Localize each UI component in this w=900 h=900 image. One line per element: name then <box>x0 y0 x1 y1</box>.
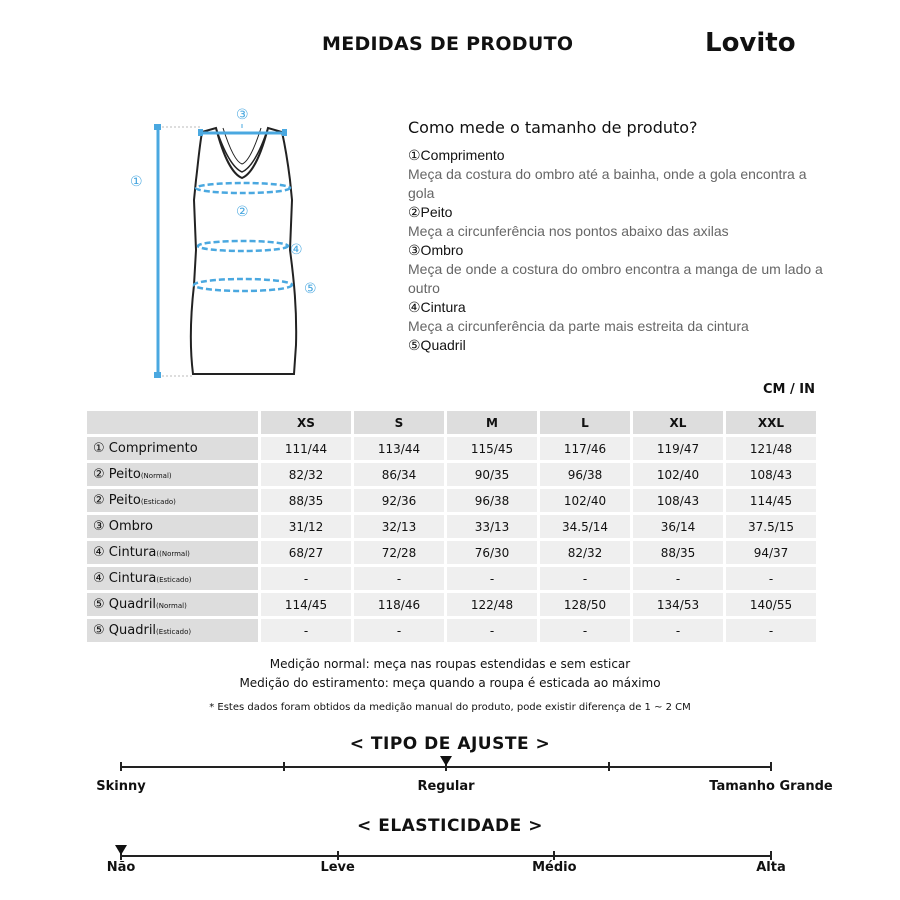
table-cell: 134/53 <box>633 593 723 616</box>
row-label-text: ⑤ Quadril <box>93 597 157 612</box>
scale-tick <box>770 851 772 860</box>
table-cell: 117/46 <box>540 437 630 460</box>
row-label-text: ④ Cintura <box>93 571 157 586</box>
how-to-item-chest <box>408 203 828 241</box>
table-cell: 115/45 <box>447 437 537 460</box>
table-row <box>87 437 816 460</box>
table-cell: 88/35 <box>261 489 351 512</box>
table-cell: - <box>726 619 816 642</box>
row-label-text: ② Peito <box>93 467 141 482</box>
how-to-name: ①Comprimento <box>408 147 505 163</box>
size-header: S <box>354 411 444 434</box>
selected-marker <box>440 756 452 766</box>
size-header: XXL <box>726 411 816 434</box>
table-cell: - <box>447 619 537 642</box>
table-cell: 31/12 <box>261 515 351 538</box>
size-header: XL <box>633 411 723 434</box>
table-row <box>87 489 816 512</box>
measurement-notes <box>0 655 900 717</box>
table-cell: 76/30 <box>447 541 537 564</box>
table-cell: - <box>633 619 723 642</box>
note-normal: Medição normal: meça nas roupas estendidas e sem esticar <box>269 657 631 671</box>
table-cell: 82/32 <box>540 541 630 564</box>
table-cell: - <box>633 567 723 590</box>
scale-label: Leve <box>320 860 355 875</box>
row-label <box>87 567 258 590</box>
how-to-desc: Meça a circunferência da parte mais estreita da cintura <box>408 318 749 334</box>
table-row <box>87 593 816 616</box>
dress-diagram <box>120 100 340 390</box>
marker-shoulder: ③ <box>236 107 249 123</box>
table-cell: 32/13 <box>354 515 444 538</box>
row-label <box>87 437 258 460</box>
table-cell: 90/35 <box>447 463 537 486</box>
table-cell: 102/40 <box>540 489 630 512</box>
page-title: MEDIDAS DE PRODUTO <box>322 33 574 55</box>
table-cell: - <box>726 567 816 590</box>
size-header: M <box>447 411 537 434</box>
row-label-sub: ((Normal) <box>156 550 190 558</box>
table-cell: 108/43 <box>726 463 816 486</box>
table-cell: 114/45 <box>726 489 816 512</box>
scale-tick <box>337 851 339 860</box>
how-to-name: ②Peito <box>408 204 453 220</box>
table-cell: 113/44 <box>354 437 444 460</box>
table-cell: 114/45 <box>261 593 351 616</box>
table-cell: 119/47 <box>633 437 723 460</box>
table-cell: - <box>354 619 444 642</box>
row-label-text: ② Peito <box>93 493 141 508</box>
scale-tick <box>608 762 610 771</box>
scale-tick <box>553 851 555 860</box>
size-table <box>84 408 819 645</box>
table-cell: 122/48 <box>447 593 537 616</box>
table-cell: 121/48 <box>726 437 816 460</box>
scale-label: Regular <box>417 779 475 794</box>
row-label-sub: (Esticado) <box>156 628 192 636</box>
elasticity-title: < ELASTICIDADE > <box>357 816 543 836</box>
selected-marker <box>115 845 127 855</box>
scale-label: Não <box>106 860 136 875</box>
row-label-text: ③ Ombro <box>93 519 153 534</box>
how-to-item-shoulder <box>408 241 828 298</box>
dress-illustration <box>120 100 340 390</box>
scale-tick <box>120 762 122 771</box>
table-row <box>87 541 816 564</box>
how-to-item-length <box>408 146 828 203</box>
table-cell: 96/38 <box>447 489 537 512</box>
row-label-text: ④ Cintura <box>93 545 157 560</box>
table-cell: - <box>261 567 351 590</box>
row-label <box>87 541 258 564</box>
row-label-text: ① Comprimento <box>93 441 198 456</box>
table-cell: 88/35 <box>633 541 723 564</box>
how-to-item-hip <box>408 336 828 355</box>
table-cell: - <box>540 567 630 590</box>
units-label: CM / IN <box>763 382 815 397</box>
table-cell: - <box>447 567 537 590</box>
table-cell: 68/27 <box>261 541 351 564</box>
table-cell: 37.5/15 <box>726 515 816 538</box>
table-cell: 92/36 <box>354 489 444 512</box>
table-cell: - <box>261 619 351 642</box>
scale-label: Alta <box>756 860 786 875</box>
table-cell: 86/34 <box>354 463 444 486</box>
brand-logo: Lovito <box>705 28 796 58</box>
row-label-sub: (Normal) <box>140 472 172 480</box>
table-cell: 33/13 <box>447 515 537 538</box>
row-label-sub: (Esticado) <box>156 576 192 584</box>
table-cell: 118/46 <box>354 593 444 616</box>
table-corner <box>87 411 258 434</box>
how-to-name: ④Cintura <box>408 299 466 315</box>
row-label-sub: (Normal) <box>156 602 187 610</box>
row-label <box>87 515 258 538</box>
table-row <box>87 463 816 486</box>
table-cell: - <box>540 619 630 642</box>
how-to-name: ⑤Quadril <box>408 337 466 353</box>
size-header: L <box>540 411 630 434</box>
marker-chest: ② <box>236 204 249 220</box>
table-cell: 34.5/14 <box>540 515 630 538</box>
how-to-name: ③Ombro <box>408 242 464 258</box>
scale-tick <box>283 762 285 771</box>
how-to-item-waist <box>408 298 828 336</box>
table-cell: 94/37 <box>726 541 816 564</box>
marker-hip: ⑤ <box>304 281 317 297</box>
table-cell: - <box>354 567 444 590</box>
row-label <box>87 593 258 616</box>
table-cell: 82/32 <box>261 463 351 486</box>
table-row <box>87 619 816 642</box>
marker-length: ① <box>130 174 143 190</box>
table-cell: 96/38 <box>540 463 630 486</box>
scale-label: Tamanho Grande <box>709 779 833 794</box>
scale-label: Médio <box>532 860 577 875</box>
how-to-desc: Meça da costura do ombro até a bainha, onde a gola encontra a gola <box>408 166 807 201</box>
table-cell: 108/43 <box>633 489 723 512</box>
table-row <box>87 515 816 538</box>
note-stretch: Medição do estiramento: meça quando a roupa é esticada ao máximo <box>239 676 661 690</box>
scale-label: Skinny <box>96 779 146 794</box>
row-label <box>87 489 258 512</box>
how-to-title: Como mede o tamanho de produto? <box>408 118 698 137</box>
table-header-row <box>87 411 816 434</box>
size-header: XS <box>261 411 351 434</box>
fit-title: < TIPO DE AJUSTE > <box>349 734 551 754</box>
table-cell: 128/50 <box>540 593 630 616</box>
how-to-measure <box>408 118 828 355</box>
marker-waist: ④ <box>290 242 303 258</box>
how-to-desc: Meça de onde a costura do ombro encontra a manga de um lado a outro <box>408 261 823 296</box>
table-cell: 102/40 <box>633 463 723 486</box>
table-row <box>87 567 816 590</box>
how-to-desc: Meça a circunferência nos pontos abaixo das axilas <box>408 223 729 239</box>
row-label-sub: (Esticado) <box>140 498 176 506</box>
table-cell: 36/14 <box>633 515 723 538</box>
row-label-text: ⑤ Quadril <box>93 623 157 638</box>
table-cell: 72/28 <box>354 541 444 564</box>
row-label <box>87 463 258 486</box>
note-disclaimer: * Estes dados foram obtidos da medição manual do produto, pode existir diferença de 1 ~ 2 CM <box>209 702 691 713</box>
table-cell: 111/44 <box>261 437 351 460</box>
row-label <box>87 619 258 642</box>
table-cell: 140/55 <box>726 593 816 616</box>
scale-line <box>121 855 771 857</box>
scale-tick <box>770 762 772 771</box>
